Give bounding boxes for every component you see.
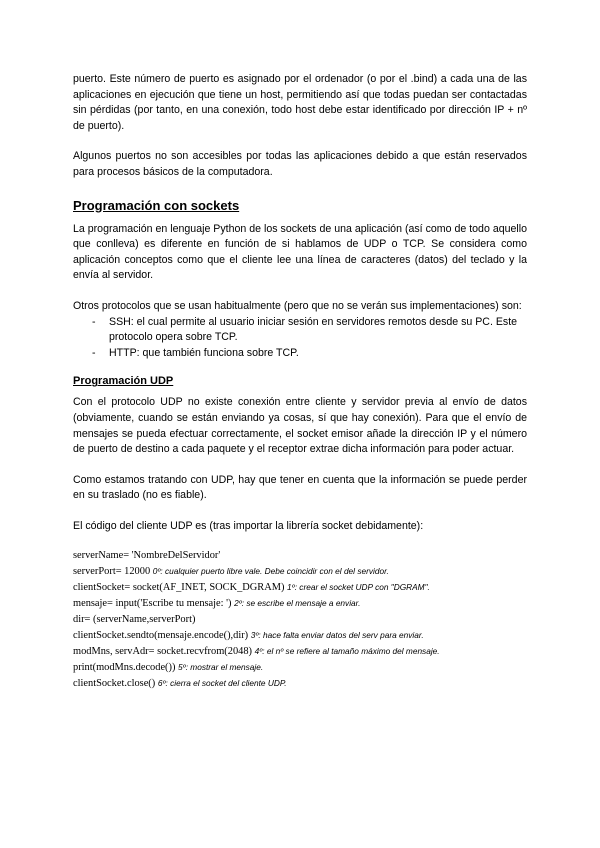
code-text: dir= (serverName,serverPort) — [73, 614, 196, 626]
code-comment: 3º: hace falta enviar datos del serv para enviar. — [250, 630, 424, 640]
code-comment: 1º: crear el socket UDP con "DGRAM". — [287, 582, 430, 593]
code-text: serverPort= 12000 — [73, 566, 153, 578]
code-comment: 0º: cualquier puerto libre vale. Debe coincidir con el del servidor. — [152, 566, 389, 577]
code-text: clientSocket= socket(AF_INET, SOCK_DGRAM) — [73, 582, 288, 594]
code-comment: 2º: se escribe el mensaje a enviar. — [234, 598, 361, 609]
code-line — [73, 596, 527, 612]
bullet-dash: - — [92, 346, 96, 359]
code-block — [73, 548, 527, 691]
udp-paragraph-3: El código del cliente UDP es (tras importar la librería socket debidamente): — [73, 519, 424, 532]
list-item-text: SSH: el cual permite al usuario iniciar sesión en servidores remotos desde su PC. Este protocolo opera sobre TCP. — [109, 315, 518, 344]
code-text: serverName= 'NombreDelServidor' — [73, 550, 221, 562]
code-line — [73, 564, 527, 580]
code-comment: 6º: cierra el socket del cliente UDP. — [157, 677, 287, 688]
protocol-list — [73, 315, 527, 362]
sockets-paragraph-1: La programación en lenguaje Python de los sockets de una aplicación (así como de todo aquello que conlleva) es diferente en función de si hablamos de UDP o TCP. Se considera como aplicación conceptos como que el cliente lee una línea de caracteres (datos) del teclado y la envía al servidor. — [73, 222, 527, 282]
bullet-dash: - — [92, 315, 96, 328]
code-text: mensaje= input('Escribe tu mensaje: ') — [73, 598, 235, 610]
page-content — [73, 72, 527, 692]
code-text: clientSocket.sendto(mensaje.encode(),dir) — [73, 630, 251, 641]
list-item — [73, 346, 527, 362]
section-heading-udp: Programación UDP — [73, 375, 174, 388]
code-line — [73, 676, 527, 692]
code-comment: 5º: mostrar el mensaje. — [178, 661, 264, 672]
section-heading-sockets: Programación con sockets — [73, 197, 240, 213]
intro-paragraph-2: Algunos puertos no son accesibles por todas las aplicaciones debido a que están reservados para procesos básicos de la computadora. — [73, 150, 527, 178]
sockets-paragraph-2: Otros protocolos que se usan habitualmente (pero que no se verán sus implementaciones) son: — [73, 299, 522, 312]
udp-paragraph-2: Como estamos tratando con UDP, hay que tener en cuenta que la información se puede perder en su traslado (no es fiable). — [73, 473, 527, 502]
code-line — [73, 548, 527, 564]
code-text: print(modMns.decode()) — [73, 661, 179, 673]
code-text: modMns, servAdr= socket.recvfrom(2048) — [73, 645, 255, 657]
code-text: clientSocket.close() — [73, 677, 158, 689]
intro-paragraph-1: puerto. Este número de puerto es asignado por el ordenador (o por el .bind) a cada una de las aplicaciones en ejecución que tiene un host, permitiendo así que todas puedan ser contactadas sin pérdidas (por tanto, en una conexión, todo host debe estar identificado por dirección IP + nº de puerto). — [73, 73, 527, 132]
udp-paragraph-1: Con el protocolo UDP no existe conexión entre cliente y servidor previa al envío de datos (obviamente, cuando se están enviando ya cosas, sí que hay conexión). Para que el envío de mensajes se pueda efectuar correctamente, el socket emisor añade la dirección IP y el número de puerto de destino a cada paquete y el receptor extrae dicha información para poder actuar. — [73, 396, 527, 456]
code-line — [73, 580, 527, 596]
code-line — [73, 644, 527, 660]
code-line — [73, 612, 527, 628]
list-item-text: HTTP: que también funciona sobre TCP. — [109, 346, 299, 359]
list-item — [73, 315, 527, 346]
code-line — [73, 628, 527, 644]
code-line — [73, 660, 527, 676]
code-comment: 4º: el nº se refiere al tamaño máximo del mensaje. — [254, 645, 440, 656]
